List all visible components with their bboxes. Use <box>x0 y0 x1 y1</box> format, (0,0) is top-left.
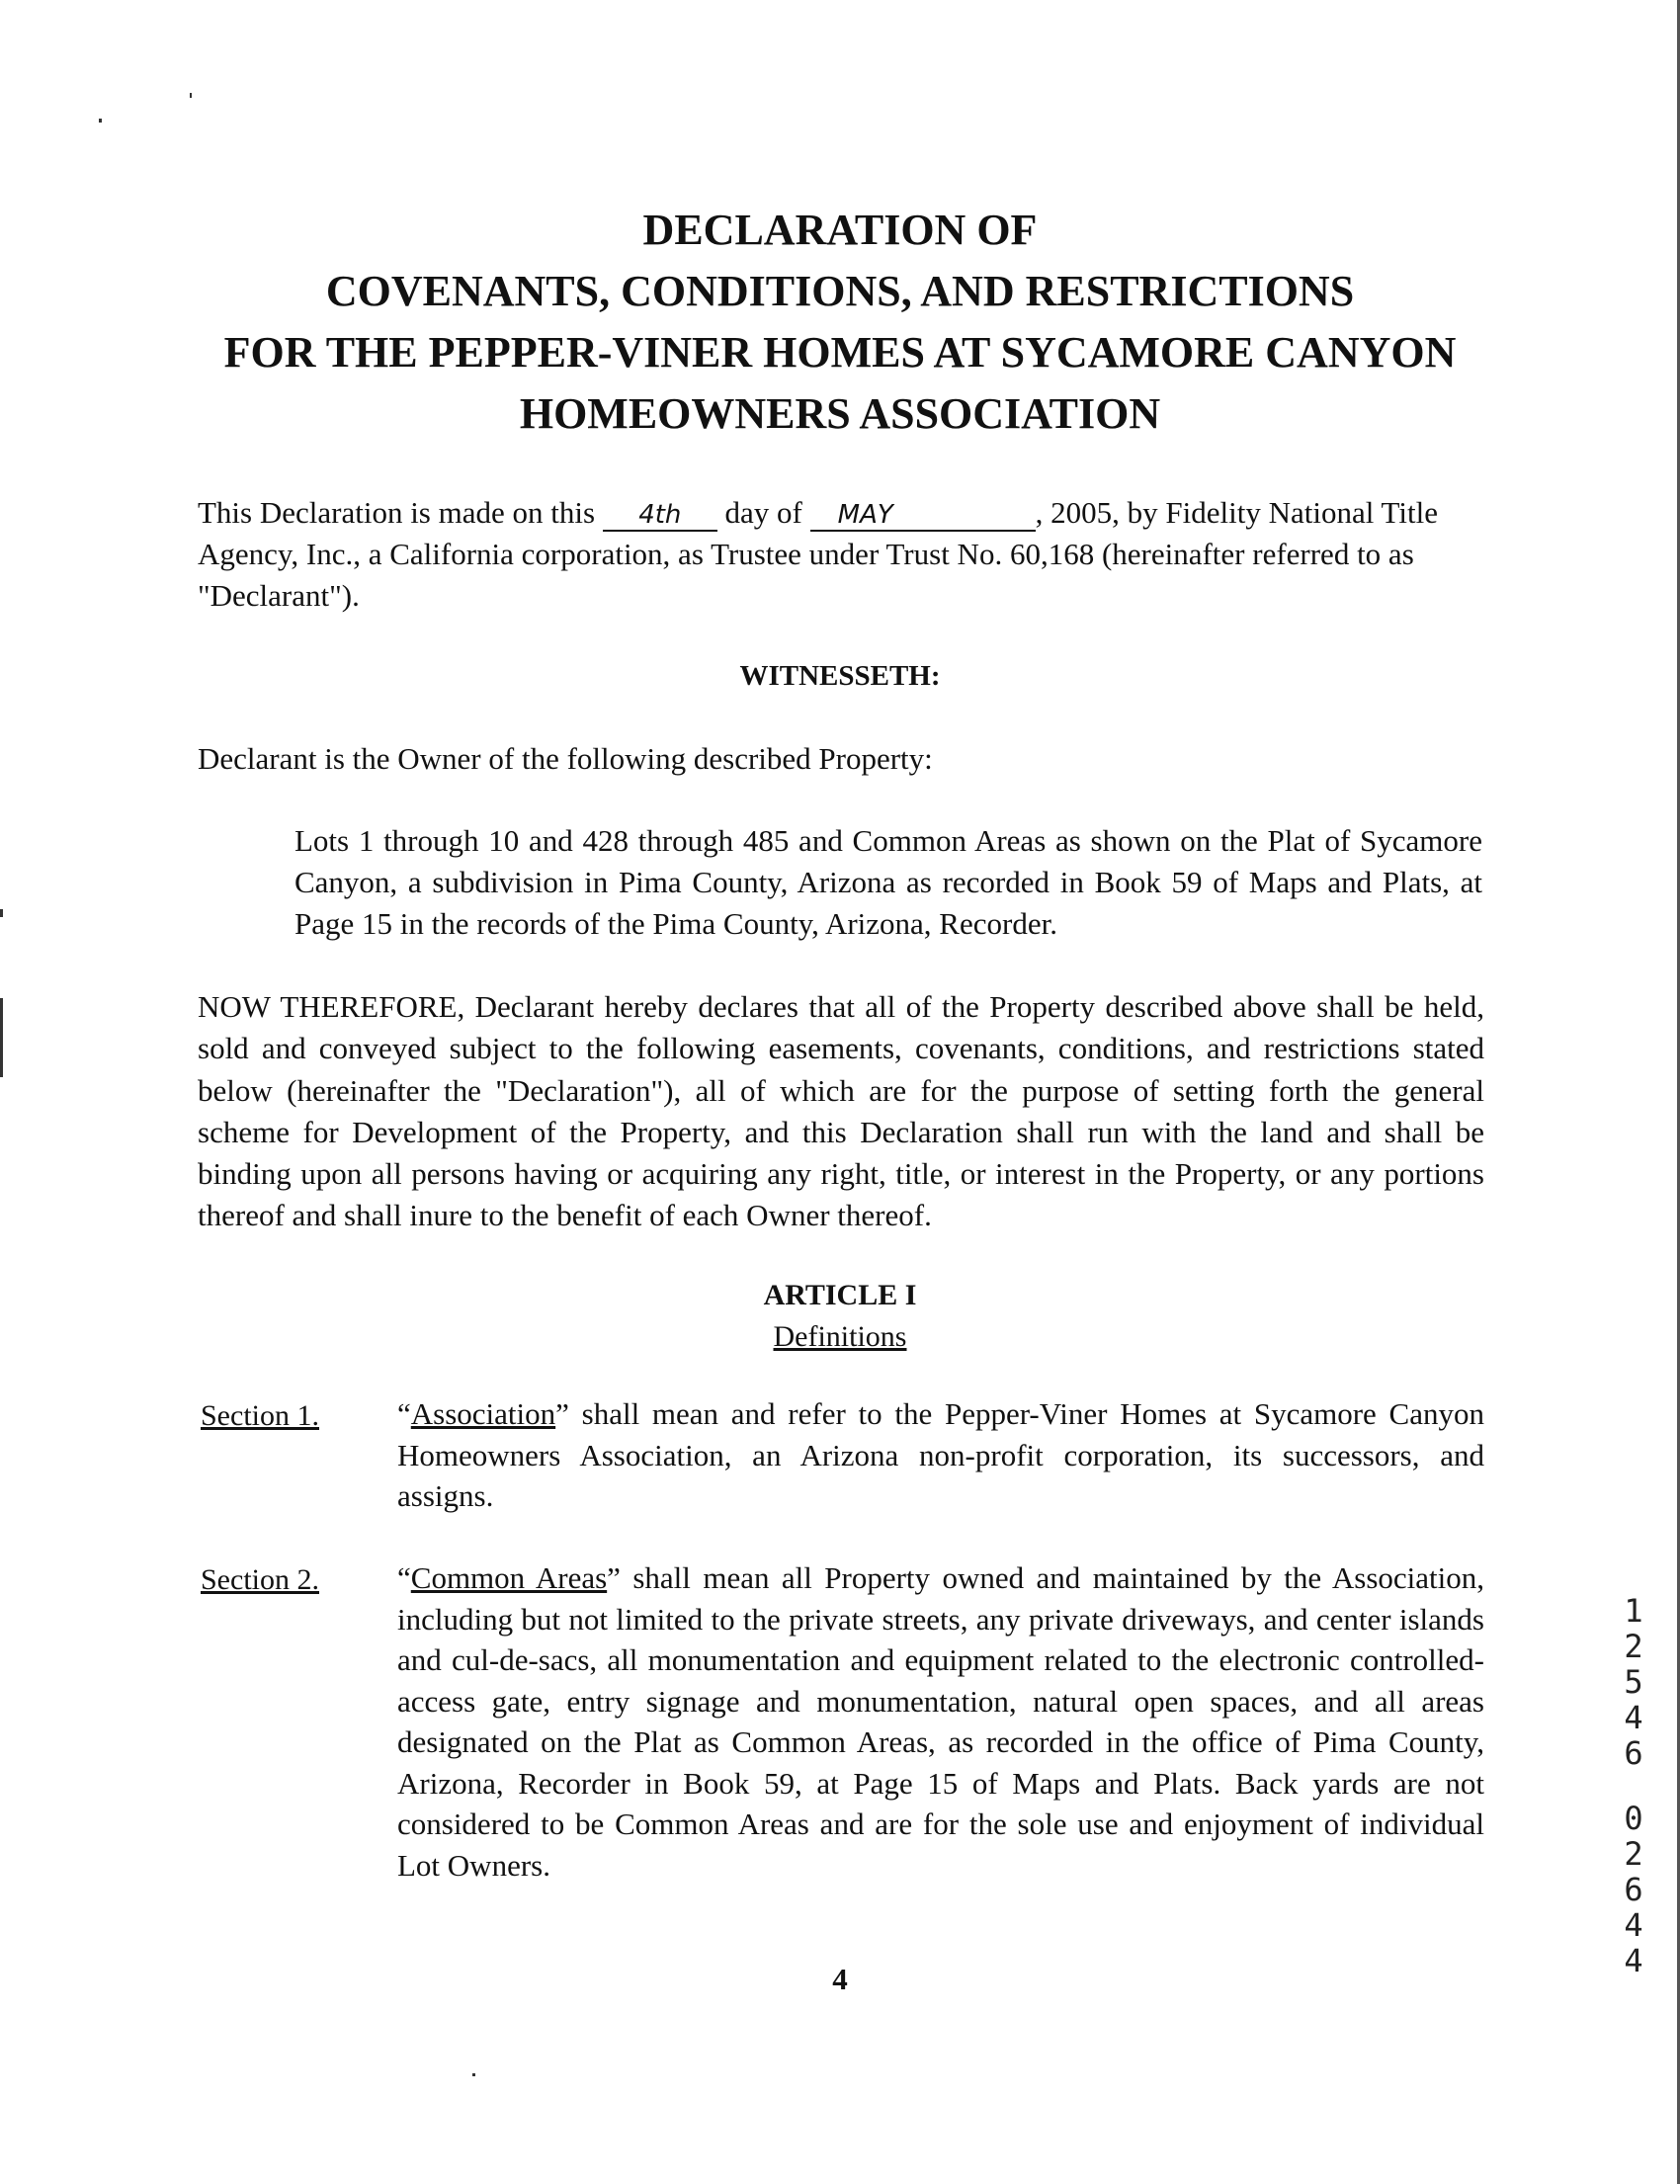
declaration-line-2: Agency, Inc., a California corporation, as Trustee under Trust No. 60,168 (hereinafter referred to as <box>198 537 1414 571</box>
article-heading: ARTICLE I <box>763 1279 917 1311</box>
article-heading-block <box>0 1275 1680 1358</box>
section-1-body <box>397 1393 1484 1517</box>
stamp-digit: 6 <box>1624 1734 1643 1772</box>
article-subheading: Definitions <box>773 1320 907 1353</box>
section-2-close-quote: ” <box>607 1560 621 1595</box>
scan-speck <box>99 119 102 123</box>
scan-edge-mark <box>0 909 3 917</box>
stamp-digit: 4 <box>1624 1942 1643 1979</box>
stamp-digit: 1 <box>1624 1592 1643 1630</box>
declaration-day-of: day of <box>724 495 802 530</box>
stamp-digit: 4 <box>1624 1906 1643 1944</box>
declaration-paragraph <box>198 492 1482 617</box>
page-number: 4 <box>832 1962 848 1996</box>
scan-speck <box>472 2073 475 2076</box>
section-2-text: shall mean all Property owned and maintained by the Association, including but not limited to the private streets, any private driveways, and center islands and cul-de-sacs, all monumentation and equipment related to the electronic controlled-access gate, entry signage and monumentation, natural open spaces, and all areas designated on the Plat as Common Areas, as recorded in the office of Pima County, Arizona, Recorder in Book 59, at Page 15 of Maps and Plats. Back yards are not considered to be Common Areas and are for the sole use and enjoyment of individual Lot Owners. <box>397 1560 1484 1883</box>
title-line-3: FOR THE PEPPER-VINER HOMES AT SYCAMORE CANYON <box>223 328 1457 377</box>
stamp-digit: 4 <box>1624 1699 1643 1736</box>
stamp-digit: 6 <box>1624 1871 1643 1908</box>
scan-edge-mark <box>0 998 3 1077</box>
title-line-4: HOMEOWNERS ASSOCIATION <box>519 389 1161 438</box>
section-1-text: shall mean and refer to the Pepper-Viner Homes at Sycamore Canyon Homeowners Association, an Arizona non-profit corporation, its successors, and assigns. <box>397 1396 1484 1513</box>
handwritten-month: MAY <box>810 500 1036 532</box>
witnesseth-heading: WITNESSETH: <box>739 660 941 692</box>
owner-intro: Declarant is the Owner of the following described Property: <box>198 741 933 776</box>
property-description: Lots 1 through 10 and 428 through 485 and Common Areas as shown on the Plat of Sycamore Canyon, a subdivision in Pima County, Arizona as recorded in Book 59 of Maps and Plats, at Page 15 in the records of the Pima County, Arizona, Recorder. <box>294 823 1482 941</box>
recording-stamp <box>1609 1593 1658 1978</box>
section-1-open-quote: “ <box>397 1396 411 1431</box>
section-1-close-quote: ” <box>555 1396 569 1431</box>
declaration-line-3: "Declarant"). <box>198 578 360 613</box>
declaration-suffix: , 2005, by Fidelity National Title <box>1035 495 1438 530</box>
stamp-digit: 5 <box>1624 1663 1643 1701</box>
document-title <box>0 200 1680 445</box>
handwritten-day: 4th <box>603 500 717 532</box>
section-2-label: Section 2. <box>201 1563 319 1596</box>
scan-speck <box>190 93 192 98</box>
title-line-2: COVENANTS, CONDITIONS, AND RESTRICTIONS <box>325 267 1355 315</box>
section-2-term: Common Areas <box>410 1560 608 1595</box>
declaration-line-1 <box>198 492 1482 534</box>
section-2-body <box>397 1557 1484 1886</box>
section-1-label: Section 1. <box>201 1399 319 1432</box>
section-2-open-quote: “ <box>397 1560 411 1595</box>
title-line-1: DECLARATION OF <box>642 206 1038 254</box>
stamp-digit: 2 <box>1624 1835 1643 1873</box>
stamp-digit: 0 <box>1624 1800 1643 1837</box>
stamp-digit: 2 <box>1624 1628 1643 1665</box>
declaration-prefix: This Declaration is made on this <box>198 495 596 530</box>
section-1-term: Association <box>410 1396 556 1431</box>
now-therefore-paragraph: NOW THEREFORE, Declarant hereby declares that all of the Property described above shall be held, sold and conveyed subject to the following easements, covenants, conditions, and restrictions stated below (hereinafter the "Declaration"), all of which are for the purpose of setting forth the general scheme for Development of the Property, and this Declaration shall run with the land and shall be binding upon all persons having or acquiring any right, title, or interest in the Property, or any portions thereof and shall inure to the benefit of each Owner thereof. <box>198 989 1484 1233</box>
